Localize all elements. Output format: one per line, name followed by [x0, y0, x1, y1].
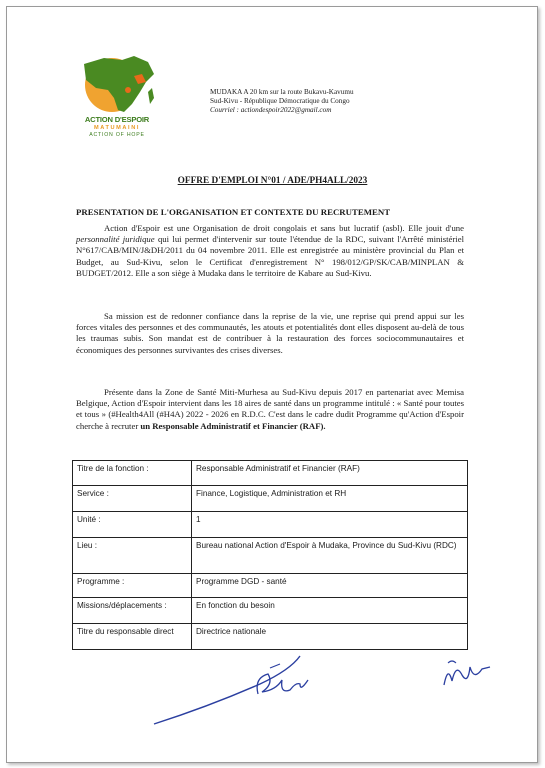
- address-line: Sud-Kivu - République Démocratique du Congo: [210, 97, 350, 105]
- table-value: Directrice nationale: [192, 624, 468, 650]
- signature-drawing: [150, 650, 320, 730]
- table-label: Lieu :: [73, 538, 192, 574]
- table-value: Responsable Administratif et Financier (RAF): [192, 461, 468, 486]
- table-value: Finance, Logistique, Administration et RH: [192, 486, 468, 512]
- para-text: Présente dans la Zone de Santé Miti-Murhesa au Sud-Kivu depuis 2017 en partenariat avec Memisa Belgique, Action d'Espoir intervient dans les 18 aires de santé dans un programme intitulé : « Santé pour toutes et tous » (#Health4All (#H4A) 2022 - 2026 en R.D.C. C'est dans le cadre dudit Programme qu'Action d'Espoir cherche à recruter: [76, 387, 464, 431]
- table-row: [73, 538, 468, 574]
- initials-drawing: [440, 655, 500, 691]
- table-label: Unité :: [73, 512, 192, 538]
- offer-title: OFFRE D'EMPLOI N°01 / ADE/PH4ALL/2023: [177, 176, 368, 186]
- para-bold: un Responsable Administratif et Financier (RAF).: [140, 420, 326, 431]
- table-row: [73, 512, 468, 538]
- table-label: Missions/déplacements :: [73, 598, 192, 624]
- organization-logo: [74, 52, 160, 144]
- email-line: Courriel : actiondespoir2022@gmail.com: [210, 106, 332, 114]
- logo-tagline-en: ACTION OF HOPE: [89, 132, 145, 138]
- para-text: qui lui permet d'intervenir sur toute l'étendue de la RDC, suivant l'Arrêté ministériel N°617/CAB/MIN/J&DH/2011 du 04 novembre 2011. Elle est enregistrée au ministère provincial du Plan et Budget, au Sud-Kivu, selon le Certificat d'enregistrement N° 198/012/GP/SK/CAB/MINPLAN & BUDGET/2012. Elle a son siège à Mudaka dans le territoire de Kabare au Sud-Kivu.: [76, 234, 464, 278]
- address-line: MUDAKA A 20 km sur la route Bukavu-Kavumu: [210, 88, 354, 96]
- table-label: Titre de la fonction :: [73, 461, 192, 486]
- logo-tagline: MATUMAINI: [94, 125, 140, 131]
- paragraph-context: [76, 387, 464, 432]
- table-value: 1: [192, 512, 468, 538]
- table-label: Service :: [73, 486, 192, 512]
- table-label: Titre du responsable direct: [73, 624, 192, 650]
- paragraph-presentation: [76, 223, 464, 279]
- para-text: Action d'Espoir est une Organisation de droit congolais et sans but lucratif (asbl). Elle jouit d'une: [104, 223, 464, 233]
- table-row: [73, 598, 468, 624]
- table-value: En fonction du besoin: [192, 598, 468, 624]
- para-text: Sa mission est de redonner confiance dans la reprise de la vie, une reprise qui prend appui sur les forces vitales des personnes et des communautés, les atouts et potentialités dont elles disposent au-delà de tous les traumas subis. Son mandat est de contribuer à la restauration des forces sociocommunautaires et économiques des personnes survivantes des crises diverses.: [76, 311, 464, 355]
- table-row: [73, 624, 468, 650]
- section-title: PRESENTATION DE L'ORGANISATION ET CONTEXTE DU RECRUTEMENT: [76, 207, 391, 217]
- africa-map-icon: [74, 52, 160, 118]
- job-info-table: [72, 460, 468, 650]
- table-row: [73, 486, 468, 512]
- table-value: Bureau national Action d'Espoir à Mudaka, Province du Sud-Kivu (RDC): [192, 538, 468, 574]
- paragraph-mission: [76, 311, 464, 356]
- logo-brand-text: ACTION D'ESPOIR: [84, 115, 150, 124]
- table-row: [73, 461, 468, 486]
- table-value: Programme DGD - santé: [192, 574, 468, 598]
- para-emphasis: personnalité juridique: [76, 234, 155, 245]
- table-row: [73, 574, 468, 598]
- header-address: [210, 88, 430, 115]
- table-label: Programme :: [73, 574, 192, 598]
